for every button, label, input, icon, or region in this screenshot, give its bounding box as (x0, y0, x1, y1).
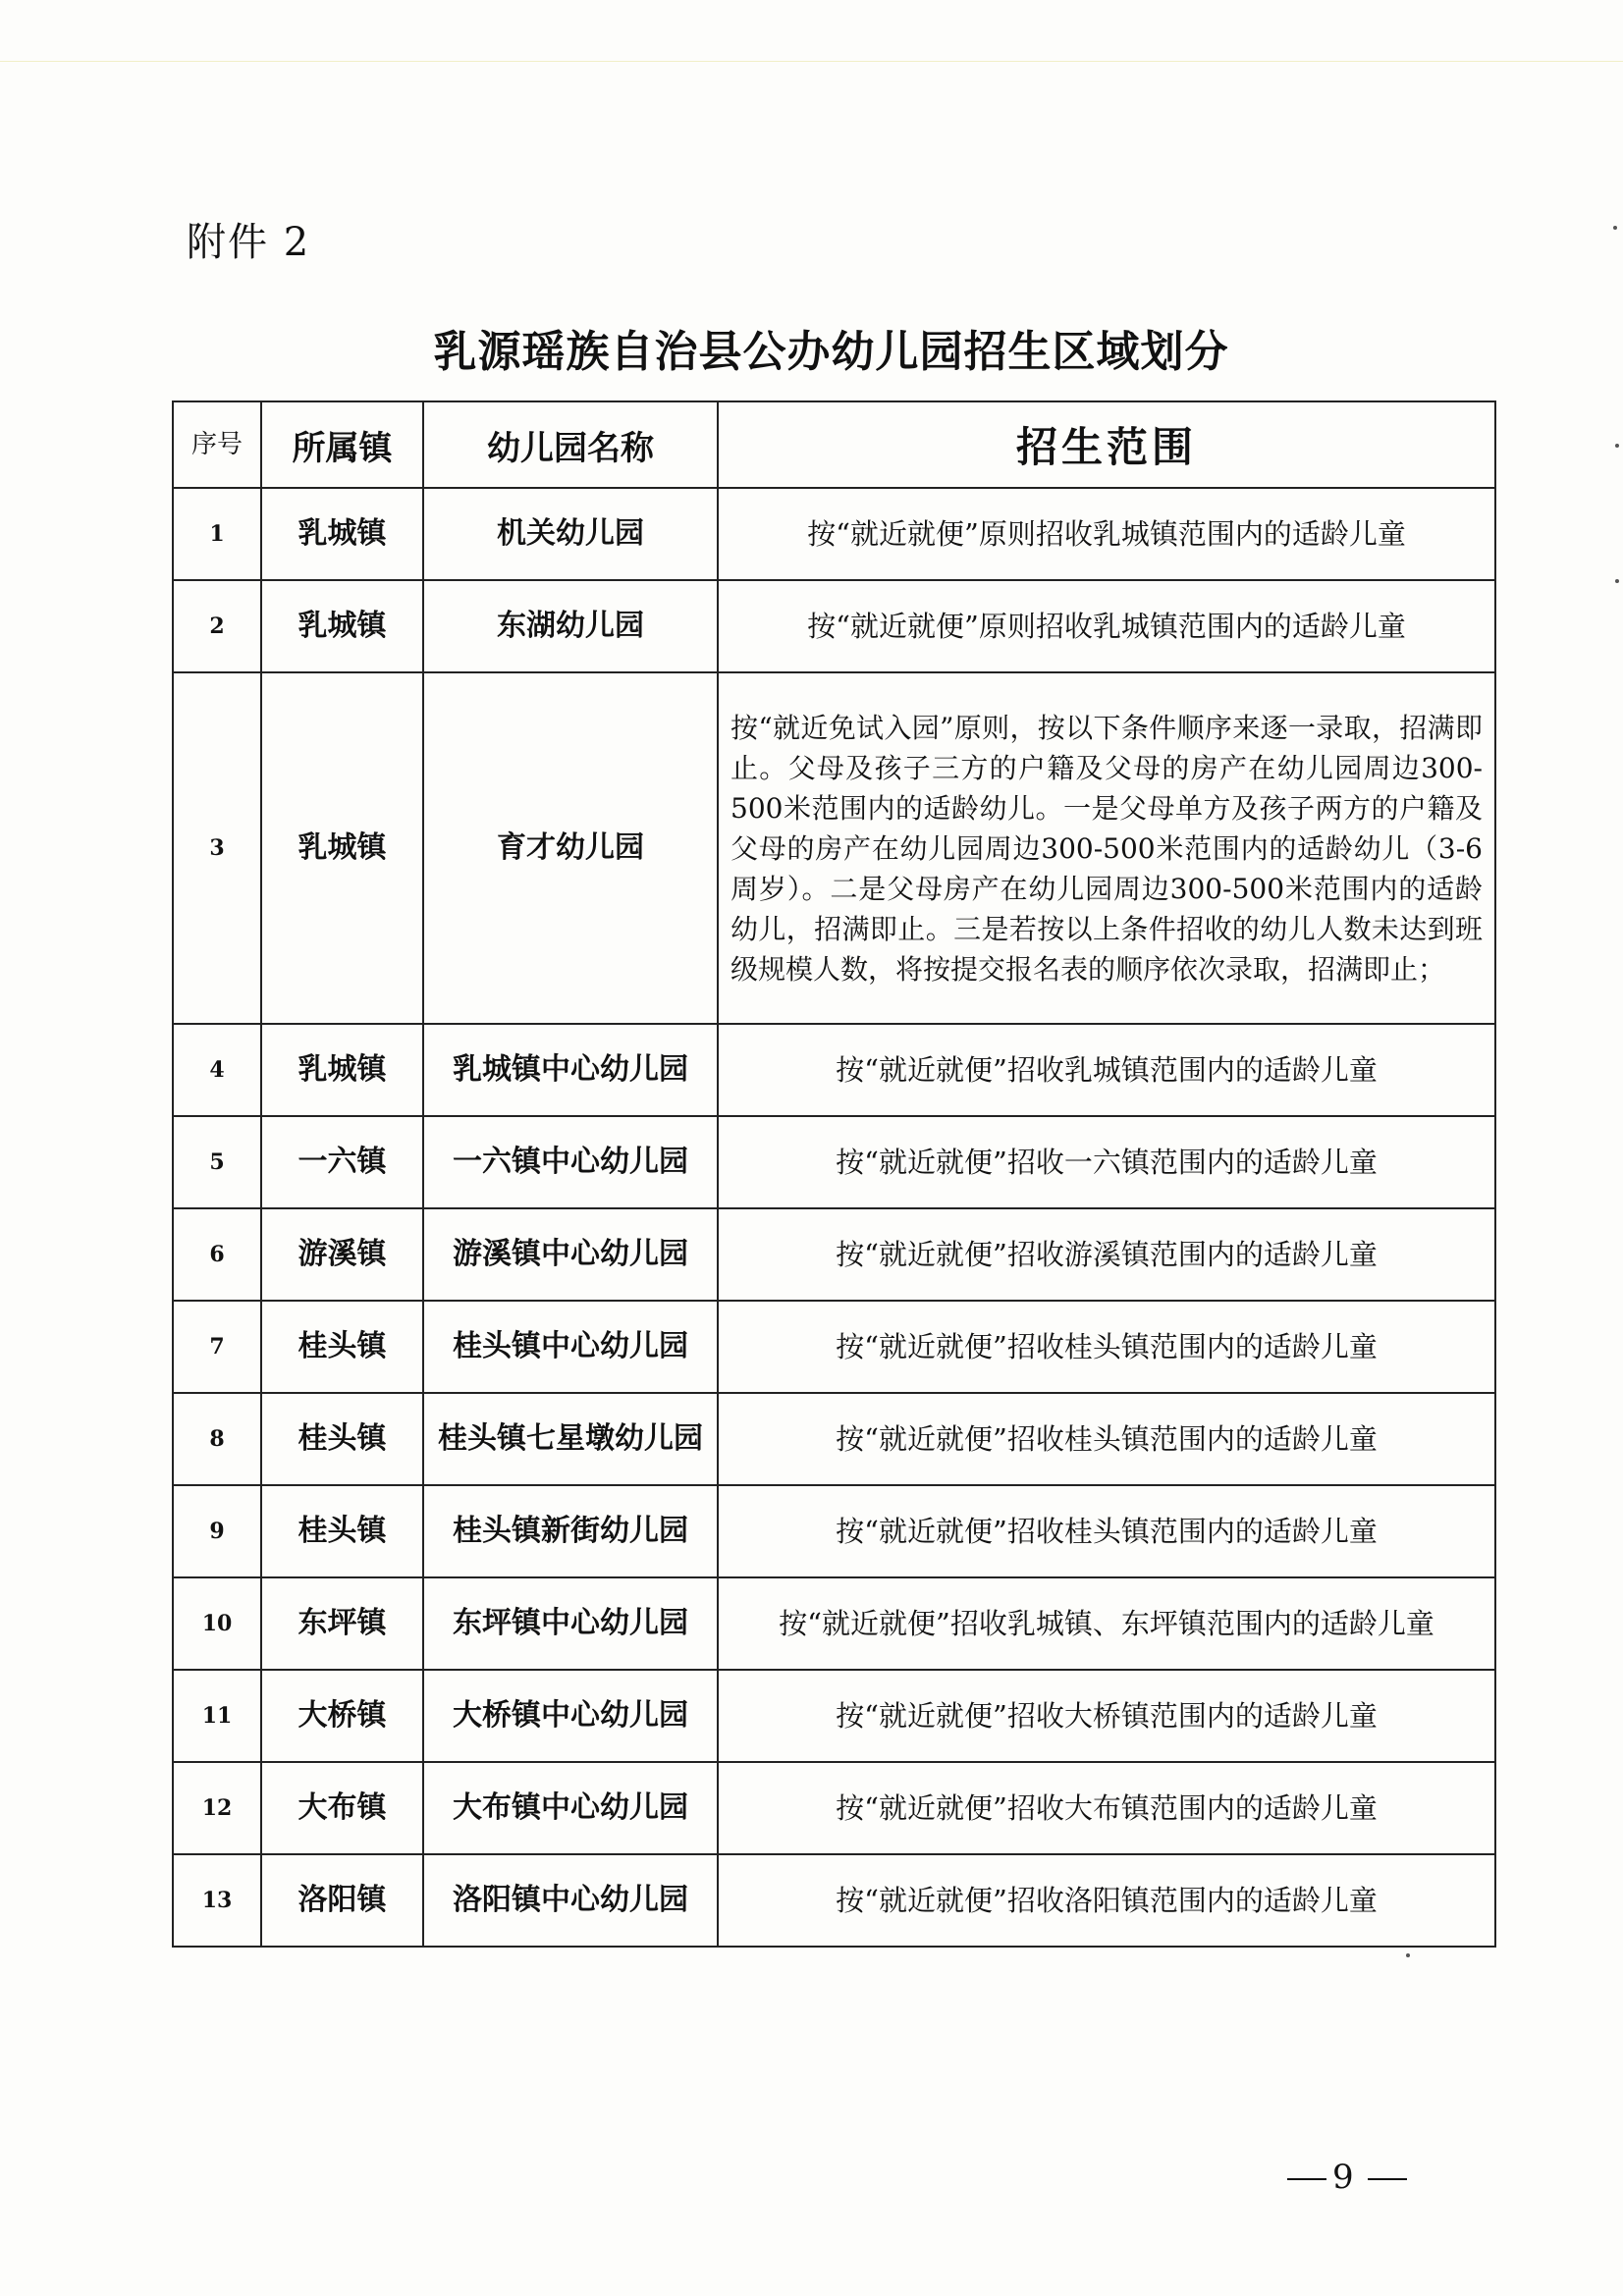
table-row (173, 1854, 1495, 1947)
row-enrollment-scope: 按“就近就便”招收桂头镇范围内的适龄儿童 (718, 1485, 1495, 1577)
row-enrollment-scope: 按“就近就便”原则招收乳城镇范围内的适龄儿童 (718, 488, 1495, 580)
row-seq: 8 (173, 1393, 261, 1485)
row-seq: 6 (173, 1208, 261, 1301)
enrollment-zone-table (172, 400, 1496, 1948)
row-enrollment-scope: 按“就近就便”招收桂头镇范围内的适龄儿童 (718, 1301, 1495, 1393)
row-town: 乳城镇 (261, 672, 423, 1024)
row-town: 洛阳镇 (261, 1854, 423, 1947)
scan-speck (1406, 1953, 1410, 1957)
row-enrollment-scope: 按“就近就便”招收一六镇范围内的适龄儿童 (718, 1116, 1495, 1208)
row-kindergarten-name: 大桥镇中心幼儿园 (423, 1670, 718, 1762)
row-town: 一六镇 (261, 1116, 423, 1208)
row-town: 乳城镇 (261, 1024, 423, 1116)
row-seq: 9 (173, 1485, 261, 1577)
row-seq: 1 (173, 488, 261, 580)
row-enrollment-scope: 按“就近就便”招收洛阳镇范围内的适龄儿童 (718, 1854, 1495, 1947)
row-enrollment-scope: 按“就近免试入园”原则，按以下条件顺序来逐一录取，招满即止。父母及孩子三方的户籍及父母的房产在幼儿园周边300-500米范围内的适龄幼儿。一是父母单方及孩子两方的户籍及父母的房产在幼儿园周边300-500米范围内的适龄幼儿（3-6周岁）。二是父母房产在幼儿园周边300-500米范围内的适龄幼儿，招满即止。三是若按以上条件招收的幼儿人数未达到班级规模人数，将按提交报名表的顺序依次录取，招满即止； (718, 672, 1495, 1024)
row-seq: 4 (173, 1024, 261, 1116)
row-kindergarten-name: 东湖幼儿园 (423, 580, 718, 672)
row-seq: 3 (173, 672, 261, 1024)
table-row (173, 580, 1495, 672)
row-seq: 2 (173, 580, 261, 672)
table-row (173, 1208, 1495, 1301)
page-number (1281, 2158, 1413, 2197)
table-row (173, 1024, 1495, 1116)
row-enrollment-scope: 按“就近就便”招收乳城镇、东坪镇范围内的适龄儿童 (718, 1577, 1495, 1670)
row-town: 桂头镇 (261, 1301, 423, 1393)
row-kindergarten-name: 桂头镇新街幼儿园 (423, 1485, 718, 1577)
row-town: 东坪镇 (261, 1577, 423, 1670)
row-kindergarten-name: 乳城镇中心幼儿园 (423, 1024, 718, 1116)
header-enrollment-scope: 招生范围 (718, 401, 1495, 488)
table-row (173, 1393, 1495, 1485)
row-town: 乳城镇 (261, 580, 423, 672)
row-enrollment-scope: 按“就近就便”招收大桥镇范围内的适龄儿童 (718, 1670, 1495, 1762)
scan-speck (1613, 226, 1617, 230)
row-enrollment-scope: 按“就近就便”招收乳城镇范围内的适龄儿童 (718, 1024, 1495, 1116)
table-row (173, 1485, 1495, 1577)
row-town: 大布镇 (261, 1762, 423, 1854)
page-dash-right (1368, 2178, 1407, 2180)
row-kindergarten-name: 桂头镇中心幼儿园 (423, 1301, 718, 1393)
row-enrollment-scope: 按“就近就便”原则招收乳城镇范围内的适龄儿童 (718, 580, 1495, 672)
row-seq: 10 (173, 1577, 261, 1670)
table-row (173, 1577, 1495, 1670)
row-kindergarten-name: 桂头镇七星墩幼儿园 (423, 1393, 718, 1485)
table-row (173, 1301, 1495, 1393)
row-seq: 7 (173, 1301, 261, 1393)
attachment-label: 附件 2 (187, 220, 311, 265)
page-dash-left (1287, 2178, 1326, 2180)
row-enrollment-scope: 按“就近就便”招收大布镇范围内的适龄儿童 (718, 1762, 1495, 1854)
row-kindergarten-name: 育才幼儿园 (423, 672, 718, 1024)
row-town: 大桥镇 (261, 1670, 423, 1762)
row-seq: 5 (173, 1116, 261, 1208)
table-row (173, 1762, 1495, 1854)
row-kindergarten-name: 游溪镇中心幼儿园 (423, 1208, 718, 1301)
row-town: 乳城镇 (261, 488, 423, 580)
header-kindergarten-name: 幼儿园名称 (423, 401, 718, 488)
row-seq: 13 (173, 1854, 261, 1947)
table-header-row (173, 401, 1495, 488)
table-row (173, 672, 1495, 1024)
table-row (173, 1116, 1495, 1208)
table-row (173, 1670, 1495, 1762)
row-kindergarten-name: 东坪镇中心幼儿园 (423, 1577, 718, 1670)
row-kindergarten-name: 一六镇中心幼儿园 (423, 1116, 718, 1208)
row-town: 游溪镇 (261, 1208, 423, 1301)
row-town: 桂头镇 (261, 1393, 423, 1485)
scan-speck (1615, 444, 1619, 448)
document-title: 乳源瑶族自治县公办幼儿园招生区域划分 (433, 327, 1229, 377)
page-number-value: 9 (1332, 2158, 1362, 2197)
row-kindergarten-name: 洛阳镇中心幼儿园 (423, 1854, 718, 1947)
header-seq: 序号 (173, 401, 261, 488)
table-row (173, 488, 1495, 580)
row-enrollment-scope: 按“就近就便”招收桂头镇范围内的适龄儿童 (718, 1393, 1495, 1485)
row-seq: 12 (173, 1762, 261, 1854)
row-kindergarten-name: 大布镇中心幼儿园 (423, 1762, 718, 1854)
row-town: 桂头镇 (261, 1485, 423, 1577)
scan-speck (1615, 579, 1619, 583)
row-seq: 11 (173, 1670, 261, 1762)
row-kindergarten-name: 机关幼儿园 (423, 488, 718, 580)
header-town: 所属镇 (261, 401, 423, 488)
page-top-rule (0, 61, 1623, 62)
row-enrollment-scope: 按“就近就便”招收游溪镇范围内的适龄儿童 (718, 1208, 1495, 1301)
